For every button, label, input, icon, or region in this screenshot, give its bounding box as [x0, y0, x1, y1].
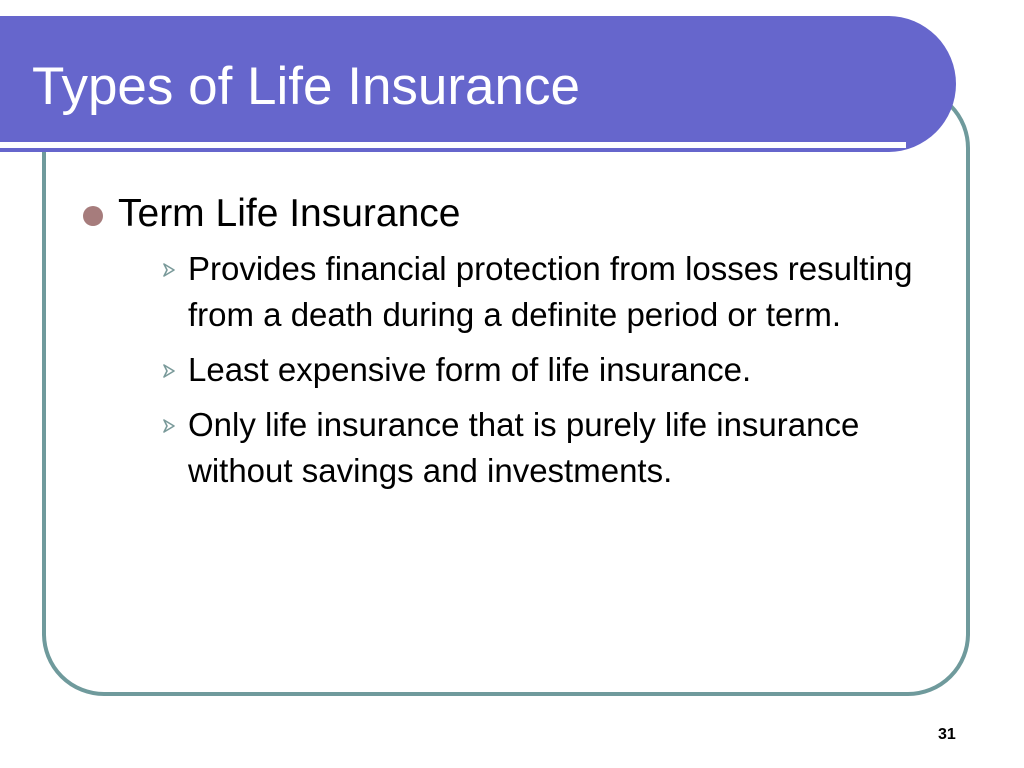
title-underline — [0, 142, 906, 148]
arrowhead-bullet-icon — [162, 263, 176, 277]
sub-bullet-item — [162, 347, 968, 393]
bullet-item — [80, 188, 960, 240]
bullet-label: Term Life Insurance — [118, 192, 461, 235]
slide-body — [80, 188, 960, 503]
sub-bullet-text: Least expensive form of life insurance. — [188, 351, 752, 388]
sub-bullet-text: Provides financial protection from losses resulting from a death during a definite period or term. — [188, 250, 913, 333]
arrowhead-bullet-icon — [162, 419, 176, 433]
sub-bullet-list — [80, 246, 960, 494]
arrowhead-bullet-icon — [162, 364, 176, 378]
slide-title: Types of Life Insurance — [32, 57, 580, 116]
page-number: 31 — [938, 726, 956, 743]
sub-bullet-item — [162, 246, 968, 338]
sub-bullet-text: Only life insurance that is purely life insurance without savings and investments. — [188, 406, 860, 489]
title-bar — [0, 16, 956, 152]
circle-bullet-icon — [83, 206, 103, 226]
sub-bullet-item — [162, 402, 968, 494]
